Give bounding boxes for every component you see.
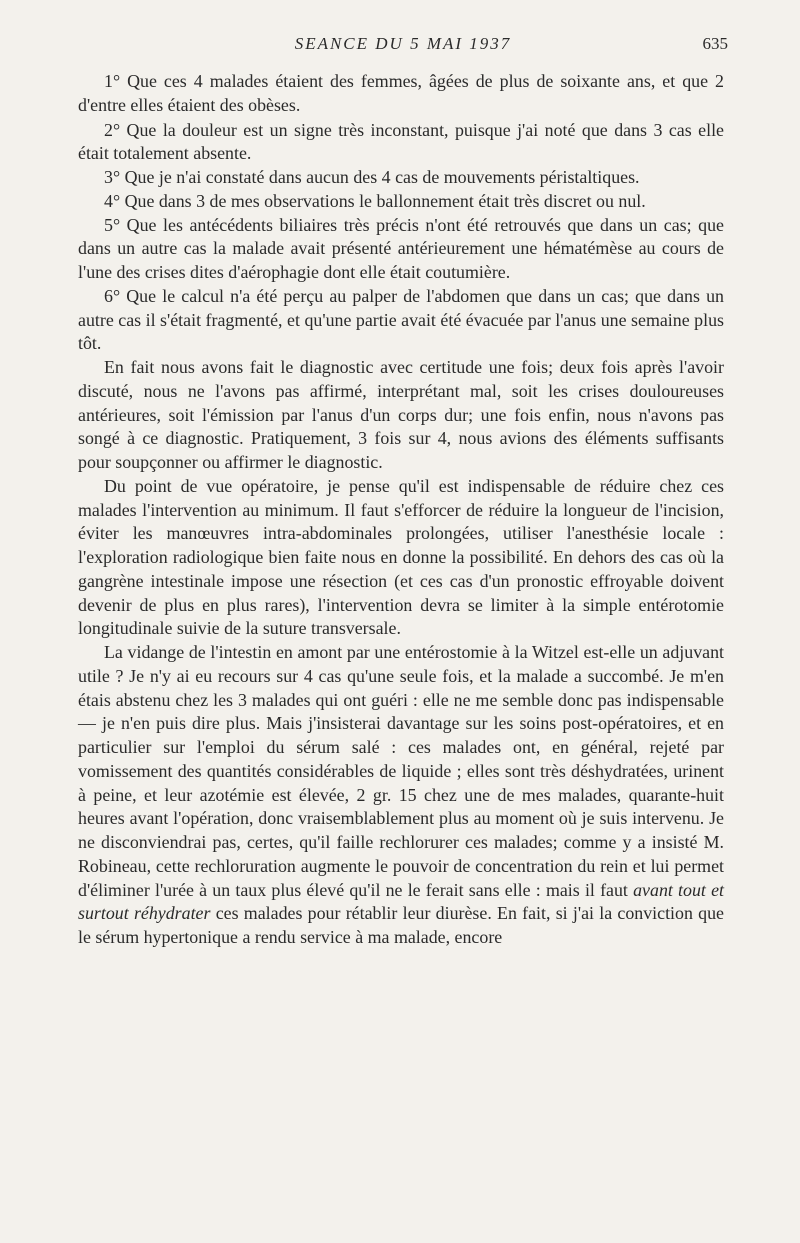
aftercare-text-1: La vidange de l'intestin en amont par une entérostomie à la Witzel est-elle un adjuvant utile ? Je n'y ai eu recours sur 4 cas qu'une seule fois, et la malade a succombé. Je m'en étais abstenu chez les 3 malades qui ont guéri : elle ne me semble donc pas indispensable — je n'en puis dire plus. Mais j'insisterai davantage sur les soins post-opératoires, et en particulier sur l'emploi du sérum salé : ces malades ont, en général, rejeté par vomissement des quantités considérables de liquide ; elles sont très déshydratées, urinent à peine, et leur azotémie est élevée, 2 gr. 15 chez une de mes malades, quarante-huit heures avant l'opération, donc vraisemblablement plus au moment où je suis intervenu. Je ne disconviendrai pas, certes, qu'il faille rechlorurer ces malades; comme y a insisté M. Robineau, cette rechloruration augmente le pouvoir de concentration du rein et lui permet d'éliminer l'urée à un taux plus élevé qu'il ne le ferait sans elle : mais il faut xyxy=(78,642,724,900)
page-number: 635 xyxy=(702,34,728,53)
aftercare-text-2: ces malades pour rétablir leur diurèse. En fait, si j'ai la conviction que le sérum hypertonique a rendu service à ma malade, encore xyxy=(78,903,724,947)
paragraph-operative: Du point de vue opératoire, je pense qu'il est indispensable de réduire chez ces malades l'intervention au minimum. Il faut s'efforcer de réduire la longueur de l'incision, éviter les manœuvres intra-abdominales prolongées, utiliser l'anesthésie locale : l'exploration radiologique bien faite nous en donne la possibilité. En dehors des cas où la gangrène intestinale impose une résection (et ces cas d'un pronostic effroyable doivent devenir de plus en plus rares), l'intervention devra se limiter à la simple entérotomie longitudinale suivie de la suture transversale. xyxy=(78,475,724,639)
page-header xyxy=(78,34,728,58)
aftercare-emphasis: avant tout et surtout réhydrater xyxy=(78,879,725,924)
body-text xyxy=(78,70,724,950)
paragraph-point-5: 5° Que les antécédents biliaires très précis n'ont été retrouvés que dans un cas; que dans un autre cas la malade avait présenté antérieurement une hématémèse au cours de l'une des crises dites d'aérophagie dont elle était coutumière. xyxy=(78,214,724,282)
paragraph-point-3: 3° Que je n'ai constaté dans aucun des 4 cas de mouvements péristaltiques. xyxy=(104,167,640,187)
running-title: SEANCE DU 5 MAI 1937 xyxy=(294,34,512,53)
paragraph-point-1: 1° Que ces 4 malades étaient des femmes, âgées de plus de soixante ans, et que 2 d'entre elles étaient des obèses. xyxy=(78,71,724,115)
paragraph-point-6: 6° Que le calcul n'a été perçu au palper de l'abdomen que dans un cas; que dans un autre cas il s'était fragmenté, et qu'une partie avait été évacuée par l'anus une semaine plus tôt. xyxy=(78,285,724,354)
paragraph-point-2: 2° Que la douleur est un signe très inconstant, puisque j'ai noté que dans 3 cas elle était totalement absente. xyxy=(78,119,724,164)
paragraph-aftercare xyxy=(78,641,724,950)
paragraph-point-4: 4° Que dans 3 de mes observations le ballonnement était très discret ou nul. xyxy=(104,190,646,211)
paragraph-diagnostic: En fait nous avons fait le diagnostic avec certitude une fois; deux fois après l'avoir discuté, nous ne l'avons pas affirmé, interprétant mal, soit les crises douloureuses antérieures, soit l'émission par l'anus d'un corps dur; une fois enfin, nous n'avons pas songé à ce diagnostic. Pratiquement, 3 fois sur 4, nous avions des éléments suffisants pour soupçonner ou affirmer le diagnostic. xyxy=(78,357,724,472)
